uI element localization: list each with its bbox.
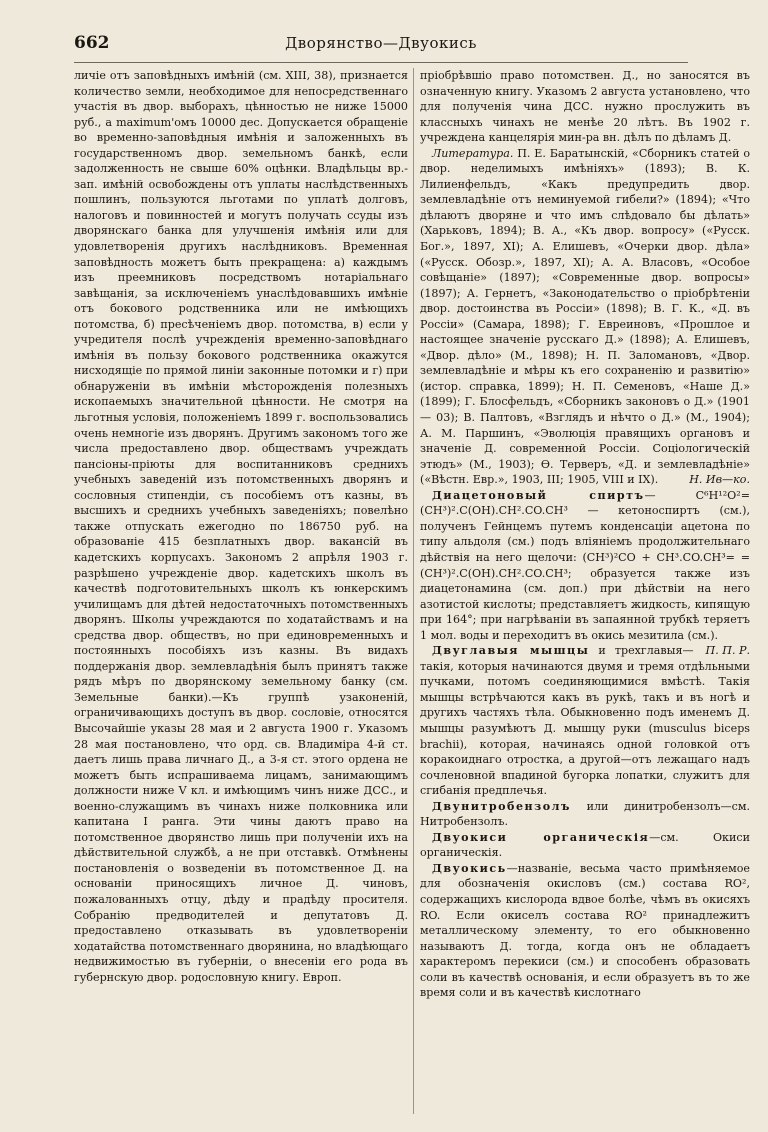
literature-signature: Н. Ив—ко. — [689, 473, 750, 487]
entry-biceps-muscles — [420, 643, 750, 798]
entry-signature: П. П. Р. — [705, 644, 750, 658]
entry-headword: Диацетоновый спиртъ — [432, 488, 645, 502]
header-rule — [74, 62, 688, 63]
entry-text: и трехглавыя— такія, которыя начинаются двумя и тремя отдѣльными пучками, потомъ соединяющимися вмѣстѣ. Такія мышцы встрѣчаются какъ въ рукѣ, такъ и въ ногѣ и другихъ частяхъ тѣла. Обыкновенно подъ именемъ Д. мышцы разумѣютъ Д. мышцу руки (musculus biceps brachii), которая, начинаясь одной головкой отъ коракоиднаго отростка, а другой—отъ лежащаго надъ сочленовной впадиной бугорка лопатки, служитъ для сгибанія предплечья. — [420, 644, 750, 798]
page-header — [74, 33, 688, 57]
literature-label: Литература. — [432, 146, 514, 160]
entry-headword: Двунитробензолъ — [432, 799, 571, 813]
entry-text: —названіе, весьма часто примѣняемое для обозначенія окисловъ (см.) состава RO², содержащихъ кислорода вдвое болѣе, чѣмъ въ окисяхъ RO. Если окиселъ состава RO² принадлежитъ металлическому элементу, то его обыкновенно называютъ Д. тогда, когда онъ не обладаетъ характеромъ перекиси (см.) и способенъ образовать соли въ качествѣ основанія, и если образуетъ въ то же время соли и въ качествѣ кислотнаго — [420, 861, 750, 1000]
literature-paragraph — [420, 146, 750, 488]
entry-text: — C⁶H¹²O²=(CH³)².C(OH).CH².CO.CH³ — кетоноспиртъ (см.), полученъ Гейнцемъ путемъ конденсаціи ацетона по типу альдоля (см.) подъ вліяніемъ продолжительнаго дѣйствія на него щелочи: (CH³)²CO + CH³.CO.CH³= =(CH³)².C(OH).CH².CO.CH³; образуется также изъ диацетонамина (см. доп.) при дѣйствіи на него азотистой кислоты; представляетъ жидкость, кипящую при 164°; при нагрѣваніи въ запаянной трубкѣ теряетъ 1 мол. воды и переходитъ въ окись мезитила (см.). — [420, 488, 750, 642]
left-column-text: личіе отъ заповѣдныхъ имѣній (см. XIII, 38), признается количество земли, необходимое для непосредственнаго участія въ двор. выборахъ, цѣнностью не ниже 15000 руб., а maximum'омъ 10000 дес. Допускается обращеніе во временно-заповѣдныя имѣнія и заложенныхъ въ государственномъ двор. земельномъ банкѣ, если задолженность не свыше 60% оцѣнки. Владѣльцы вр.-зап. имѣній освобождены отъ уплаты наслѣдственныхъ пошлинъ, пользуются льготами по уплатѣ долговъ, налоговъ и повинностей и могутъ получать ссуды изъ дворянскаго банка для улучшенія имѣнія или для удовлетворенія другихъ наслѣдниковъ. Временная заповѣдность можетъ быть прекращена: а) каждымъ изъ преемниковъ посредствомъ нотаріальнаго завѣщанія, за исключеніемъ унаслѣдовавшихъ имѣніе отъ бокового родственника или не имѣющихъ потомства, б) пресѣченіемъ двор. потомства, в) если у учредителя послѣ учрежденія временно-заповѣднаго имѣнія въ пользу бокового родственника окажутся нисходящіе по прямой линіи законные потомки и г) при обнаруженіи въ имѣніи мѣсторожденія полезныхъ ископаемыхъ значительной цѣнности. Не смотря на льготныя условія, положеніемъ 1899 г. воспользовались очень немногіе изъ дворянъ. Другимъ закономъ того же числа предоставлено двор. обществамъ учреждать пансіоны-пріюты для воспитанниковъ среднихъ учебныхъ заведеній изъ потомственныхъ дворянъ и сословныя стипендіи, съ пособіемъ отъ казны, въ высшихъ и среднихъ учебныхъ заведеніяхъ; повелѣно также отпускать ежегодно по 186750 руб. на образованіе 415 безплатныхъ двор. вакансій въ кадетскихъ корпусахъ. Закономъ 2 апрѣля 1903 г. разрѣшено учрежденіе двор. кадетскихъ школъ въ качествѣ подготовительныхъ школъ къ юнкерскимъ училищамъ для дѣтей недостаточныхъ потомственныхъ дворянъ. Школы учреждаются по ходатайствамъ и на средства двор. обществъ, но при единовременныхъ и постоянныхъ пособіяхъ изъ казны. Въ видахъ поддержанія двор. землевладѣнія былъ принятъ также рядъ мѣръ по дворянскому земельному банку (см. Земельные банки).—Къ группѣ узаконеній, ограничивающихъ доступъ въ двор. сословіе, относятся Высочайшіе указы 28 мая и 2 августа 1900 г. Указомъ 28 мая постановлено, что орд. св. Владиміра 4-й ст. даетъ лишь права личнаго Д., а 3-я ст. этого ордена не можетъ быть испрашиваема лицамъ, занимающимъ должности ниже V кл. и имѣющимъ чинъ ниже ДСС., и военно-служащимъ въ чинахъ ниже полковника или капитана I ранга. Эти чины даютъ право на потомственное дворянство лишь при полученіи ихъ на дѣйствительной службѣ, а не при отставкѣ. Отмѣнены постановленія о возведеніи въ потомственное Д. на основаніи приносящихъ личное Д. чиновъ, пожалованныхъ отцу, дѣду и прадѣду просителя. Собранію предводителей и депутатовъ Д. предоставлено отказывать въ удовлетвореніи ходатайства потомственнаго дворянина, но владѣющаго недвижимостью въ губерніи, о внесеніи его рода въ губернскую двор. родословную книгу. Европ. — [74, 69, 408, 984]
left-column — [74, 68, 408, 1116]
entry-text: —см. Окиси органическія. — [420, 830, 750, 860]
literature-text: П. Е. Баратынскій, «Сборникъ статей о двор. неделимыхъ имѣніяхъ» (1893); В. К. Лилиенфельдъ, «Какъ предупредить двор. землевладѣніе отъ неминуемой гибели?» (1894); «Что дѣлаютъ дворяне и что имъ слѣдовало бы дѣлать» (Харьковъ, 1894); В. А., «Къ двор. вопросу» («Русск. Бог.», 1897, XI); А. Елишевъ, «Очерки двор. дѣла» («Русск. Обозр.», 1897, XI); А. А. Власовъ, «Особое совѣщаніе» (1897); «Современные двор. вопросы» (1897); А. Гернетъ, «Законодательство о пріобрѣтеніи двор. достоинства въ Россіи» (1898); В. Г. К., «Д. въ Россіи» (Самара, 1898); Г. Евреиновъ, «Прошлое и настоящее значеніе русскаго Д.» (1898); А. Елишевъ, «Двор. дѣло» (М., 1898); Н. П. Заломановъ, «Двор. землевладѣніе и мѣры къ его сохраненію и развитію» (истор. справка, 1899); Н. П. Семеновъ, «Наше Д.» (1899); Г. Блосфельдъ, «Сборникъ законовъ о Д.» (1901 — 03); В. Палтовъ, «Взглядъ и нѣчто о Д.» (М., 1904); А. М. Паршинъ, «Эволюція правящихъ органовъ и значеніе Д. современной Россіи. Соціологическій этюдъ» (М., 1903); Ѳ. Терверъ, «Д. и землевладѣніе» («Вѣстн. Евр.», 1903, III; 1905, VIII и IX). — [420, 146, 750, 487]
entry-headword: Двуокись — [432, 861, 507, 875]
entry-dinitrobenzene — [420, 799, 750, 830]
entry-organic-dioxides — [420, 830, 750, 861]
right-column — [420, 68, 750, 1116]
continuation-text: пріобрѣвшіо право потомствен. Д., но заносятся въ означенную книгу. Указомъ 2 августа установлено, что для полученія чина ДСС. нужно прослужить въ классныхъ чинахъ не менѣе 20 лѣтъ. Въ 1902 г. учреждена канцелярія мин-ра вн. дѣлъ по дѣламъ Д. — [420, 69, 750, 145]
entry-text: или динитробензолъ—см. Нитробензолъ. — [420, 799, 750, 829]
entry-headword: Двуглавыя мышцы — [432, 644, 590, 658]
running-head: Дворянство—Двуокись — [285, 34, 477, 52]
entry-headword: Двуокиси органическія — [432, 830, 650, 844]
entry-dioxide — [420, 861, 750, 1001]
page-number: 662 — [74, 33, 110, 53]
column-divider — [413, 68, 414, 1114]
